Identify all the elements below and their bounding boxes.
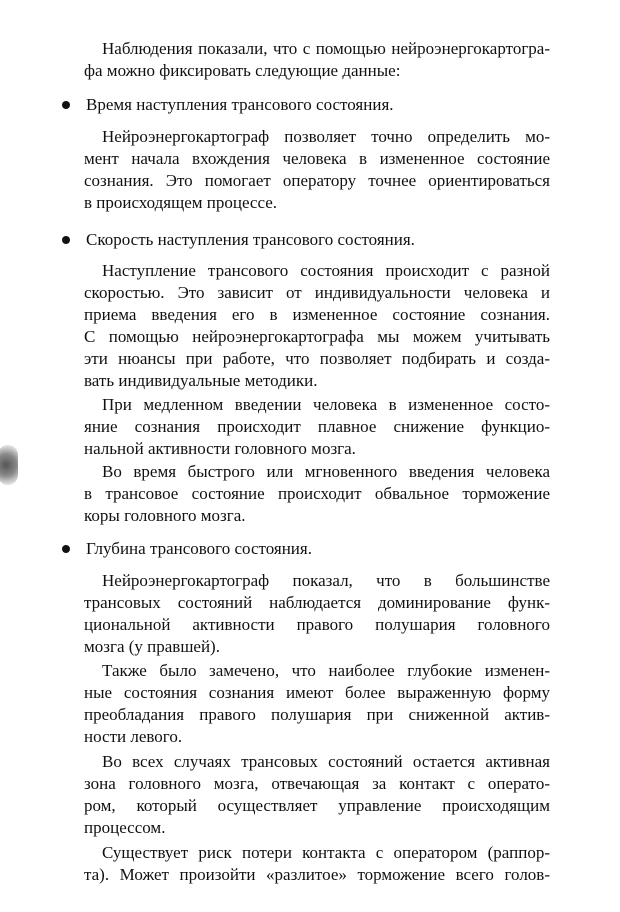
bullet-icon xyxy=(62,545,70,553)
page-number-smudge xyxy=(0,445,18,485)
paragraph-line: коры головного мозга. xyxy=(84,506,246,525)
paragraph-line: С помощью нейроэнергокартографа мы можем учитывать xyxy=(84,327,550,346)
bullet-heading: Глубина трансового состояния. xyxy=(86,539,312,558)
paragraph-line: нальной активности головного мозга. xyxy=(84,439,356,458)
paragraph-line: Наступление трансового состояния происходит с разной xyxy=(102,261,550,280)
paragraph-line: ности левого. xyxy=(84,727,183,746)
bullet-icon xyxy=(62,236,70,244)
paragraph-line: вать индивидуальные методики. xyxy=(84,371,318,390)
paragraph-line: Нейроэнергокартограф показал, что в большинстве xyxy=(102,571,550,590)
paragraph-line: в трансовое состояние происходит обвальное торможение xyxy=(84,484,550,503)
paragraph-line: Существует риск потери контакта с оператором (раппор- xyxy=(102,843,550,862)
paragraph-line: яние сознания происходит плавное снижение функцио- xyxy=(84,417,550,436)
paragraph-line: мозга (у правшей). xyxy=(84,637,220,656)
paragraph-line: в происходящем процессе. xyxy=(84,193,278,212)
paragraph-line: мент начала вхождения человека в измененное состояние xyxy=(84,149,550,168)
paragraph-line: циональной активности правого полушария головного xyxy=(84,615,550,634)
paragraph-line: зона головного мозга, отвечающая за контакт с операто- xyxy=(84,774,550,793)
paragraph-line: ром, который осуществляет управление происходящим xyxy=(84,796,550,815)
bullet-heading: Время наступления трансового состояния. xyxy=(86,95,394,114)
intro-line: фа можно фиксировать следующие данные: xyxy=(84,61,401,80)
bullet-heading: Скорость наступления трансового состояния. xyxy=(86,230,415,249)
paragraph-line: эти нюансы при работе, что позволяет подбирать и созда- xyxy=(84,349,550,368)
paragraph-line: сознания. Это помогает оператору точнее ориентироваться xyxy=(84,171,550,190)
paragraph-line: та). Может произойти «разлитое» торможение всего голов- xyxy=(84,865,550,884)
paragraph-line: Нейроэнергокартограф позволяет точно определить мо- xyxy=(102,127,550,146)
paragraph-line: преобладания правого полушария при сниженной актив- xyxy=(84,705,550,724)
paragraph-line: приема введения его в измененное состояние сознания. xyxy=(84,305,550,324)
paragraph-line: скоростью. Это зависит от индивидуальности человека и xyxy=(84,283,550,302)
intro-line: Наблюдения показали, что с помощью нейроэнергокартогра- xyxy=(102,39,550,58)
bullet-icon xyxy=(62,101,70,109)
paragraph-line: При медленном введении человека в измененное состо- xyxy=(102,395,550,414)
paragraph-line: Также было замечено, что наиболее глубокие изменен- xyxy=(102,661,550,680)
paragraph-line: ные состояния сознания имеют более выраженную форму xyxy=(84,683,550,702)
paragraph-line: процессом. xyxy=(84,818,166,837)
paragraph-line: Во время быстрого или мгновенного введения человека xyxy=(102,462,550,481)
paragraph-line: трансовых состояний наблюдается доминирование функ- xyxy=(84,593,550,612)
paragraph-line: Во всех случаях трансовых состояний остается активная xyxy=(102,752,550,771)
